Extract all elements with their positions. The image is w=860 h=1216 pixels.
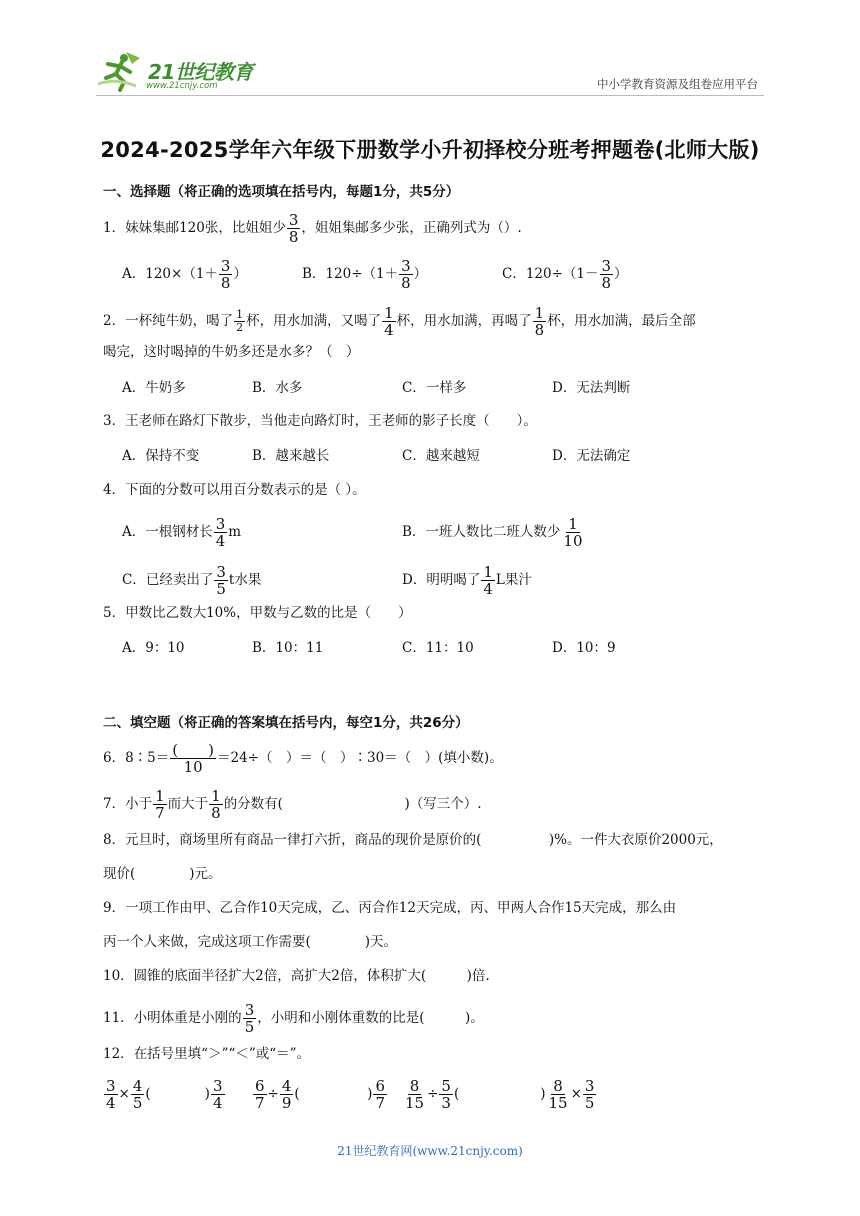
question-12: 12．在括号里填“＞”“＜”或“＝”。 xyxy=(103,1046,311,1062)
question-1 xyxy=(103,212,522,245)
footer-link[interactable]: 21世纪教育网(www.21cnjy.com) xyxy=(337,1144,523,1158)
q3-option-b: B．越来越长 xyxy=(252,448,330,464)
question-9-line2: 丙一个人来做，完成这项工作需要( )天。 xyxy=(103,934,398,950)
q12-expression-3: $\frac{8}{15}$ ÷ $\frac{5}{3}$ ( ) $\frac{8}{15}$ × $\frac{3}{5}$ xyxy=(405,1077,595,1112)
question-text: 1．妹妹集邮120张，比姐姐少 xyxy=(103,220,286,236)
question-2-line2: 喝完，这时喝掉的牛奶多还是水多？（ ） xyxy=(103,344,360,360)
q1-option-b: B．120÷（1＋ $\frac{3}{8}$ ） xyxy=(302,257,428,292)
question-text: ，姐姐集邮多少张，正确列式为（）. xyxy=(301,220,522,236)
q2-option-d: D．无法判断 xyxy=(552,380,631,396)
q5-option-c: C．11：10 xyxy=(402,640,474,656)
platform-name: 中小学教育资源及组卷应用平台 xyxy=(597,77,758,91)
question-4: 4．下面的分数可以用百分数表示的是（ ）。 xyxy=(103,482,366,498)
question-5: 5．甲数比乙数大10%，甲数与乙数的比是（ ） xyxy=(103,605,412,621)
question-8: 8．元旦时，商场里所有商品一律打六折，商品的现价是原价的( )%。一件大衣原价2000元， xyxy=(103,832,723,848)
site-logo xyxy=(96,48,271,94)
question-7: 7．小于 $\frac{1}{7}$ 而大于 $\frac{1}{8}$ 的分数有( )（写三个）. xyxy=(103,787,482,822)
q2-option-a: A．牛奶多 xyxy=(122,380,186,396)
q5-option-a: A．9：10 xyxy=(122,640,185,656)
q12-expression-2: $\frac{6}{7}$ ÷ $\frac{4}{9}$ ( ) $\frac{6}{7}$ xyxy=(255,1077,385,1112)
header-divider xyxy=(96,95,764,96)
q4-option-c: C．已经卖出了 $\frac{3}{5}$ t水果 xyxy=(122,563,262,598)
question-11: 11．小明体重是小刚的 $\frac{3}{5}$ ，小明和小刚体重数的比是( )。 xyxy=(103,1001,484,1036)
q4-option-d: D．明明喝了 $\frac{1}{4}$ L果汁 xyxy=(402,563,532,598)
q3-option-a: A．保持不变 xyxy=(122,448,200,464)
q1-option-c: C．120÷（1－ $\frac{3}{8}$ ） xyxy=(502,257,628,292)
q4-option-b: B．一班人数比二班人数少 $\frac{1}{10}$ xyxy=(402,515,583,550)
page-title: 2024-2025学年六年级下册数学小升初择校分班考押题卷(北师大版) xyxy=(100,138,760,162)
q4-option-a: A．一根钢材长 $\frac{3}{4}$ m xyxy=(122,515,242,550)
q3-option-c: C．越来越短 xyxy=(402,448,480,464)
runner-logo-icon xyxy=(96,48,144,92)
q3-option-d: D．无法确定 xyxy=(552,448,631,464)
question-9: 9．一项工作由甲、乙合作10天完成，乙、丙合作12天完成，丙、甲两人合作15天完成，那么由 xyxy=(103,900,677,916)
logo-url: www.21cnjy.com xyxy=(146,81,218,91)
question-10: 10．圆锥的底面半径扩大2倍，高扩大2倍，体积扩大( )倍. xyxy=(103,968,490,984)
q2-option-c: C．一样多 xyxy=(402,380,467,396)
section-heading-choice: 一、选择题（将正确的选项填在括号内，每题1分，共5分） xyxy=(103,184,460,200)
fraction: $\frac{3}{8}$ xyxy=(288,211,299,246)
q1-option-a: A．120×（1＋ $\frac{3}{8}$ ） xyxy=(122,257,247,292)
q2-option-b: B．水多 xyxy=(252,380,303,396)
question-8-line2: 现价( )元。 xyxy=(103,866,222,882)
question-2: 2．一杯纯牛奶，喝了 $\frac{1}{2}$ 杯，用水加满，又喝了 $\frac{1}{4}$ 杯，用水加满，再喝了 $\frac{1}{8}$ 杯，用水加满，最后全部 xyxy=(103,304,696,339)
question-6: 6．8∶5＝ $\frac{( )}{10}$ ＝24÷（ ）＝（ ）∶30＝（ ）(填小数)。 xyxy=(103,741,503,776)
q5-option-b: B．10：11 xyxy=(252,640,324,656)
section-heading-fill: 二、填空题（将正确的答案填在括号内，每空1分，共26分） xyxy=(103,715,469,731)
q12-expression-1: $\frac{3}{4}$ × $\frac{4}{5}$ ( ) $\frac{3}{4}$ xyxy=(106,1077,223,1112)
logo-text: 21世纪教育 xyxy=(148,60,253,84)
q5-option-d: D．10：9 xyxy=(552,640,616,656)
question-3: 3．王老师在路灯下散步，当他走向路灯时，王老师的影子长度（ ）。 xyxy=(103,413,537,429)
